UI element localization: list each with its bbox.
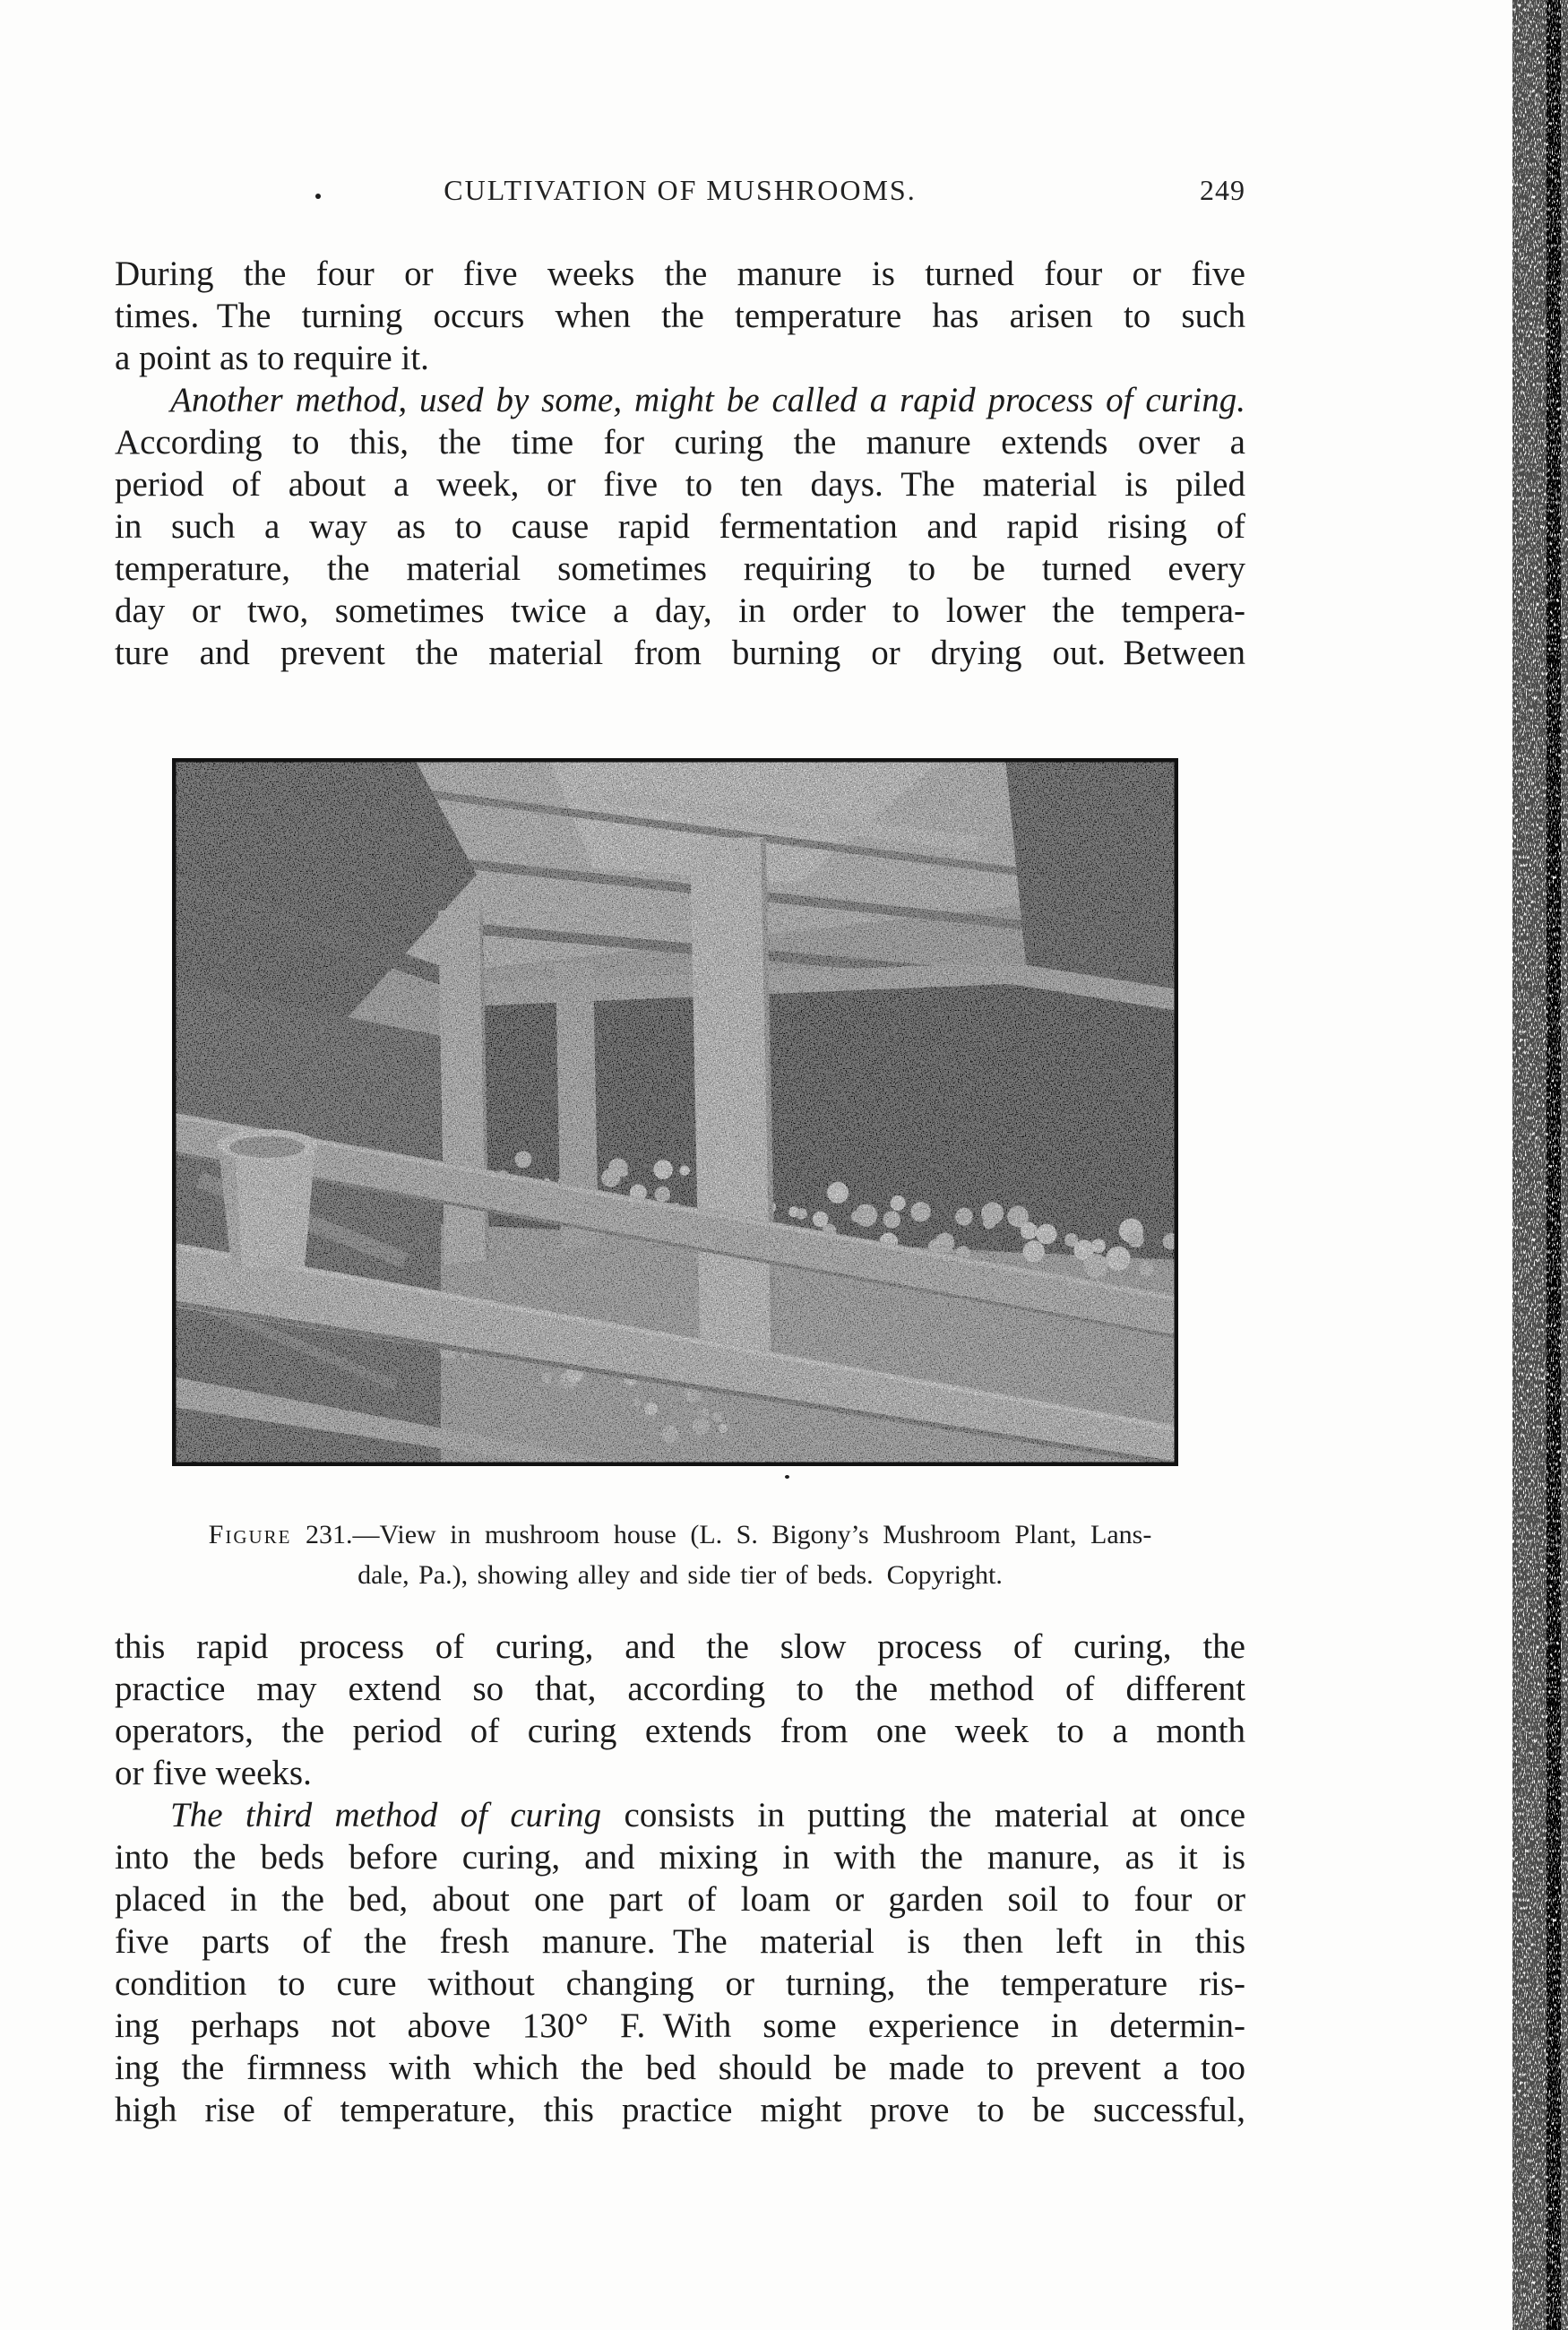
text-line: ing perhaps not above 130° F. With some experience in determin- — [115, 2006, 1245, 2045]
text-line: temperature, the material sometimes requiring to be turned every — [115, 549, 1245, 588]
text-line — [115, 379, 1245, 421]
text-line: times. The turning occurs when the temperature has arisen to such — [115, 297, 1245, 335]
lead-rest: consists in putting the material at once — [601, 1796, 1245, 1834]
scan-speck — [785, 1475, 789, 1479]
caption-text: 231.—View in mushroom house (L. S. Bigony’s Mushroom Plant, Lans- — [291, 1520, 1152, 1549]
italic-lead: The third method of curing — [170, 1796, 602, 1834]
text-line: in such a way as to cause rapid fermentation and rapid rising of — [115, 507, 1245, 546]
caption-line — [115, 1514, 1245, 1555]
text-block-upper — [115, 253, 1245, 674]
text-line: During the four or five weeks the manure is turned four or five — [115, 255, 1245, 293]
text-line — [115, 1794, 1245, 1836]
italic-lead: Another method, used by some, might be called a rapid process of curing. — [170, 381, 1245, 419]
text-line: operators, the period of curing extends from one week to a month — [115, 1712, 1245, 1750]
scan-edge-noise — [1512, 0, 1568, 2330]
figure-image — [172, 758, 1178, 1466]
text-block-lower — [115, 1626, 1245, 2131]
caption-line: dale, Pa.), showing alley and side tier of beds. Copyright. — [358, 1560, 1003, 1590]
running-title: CULTIVATION OF MUSHROOMS. — [444, 174, 917, 206]
scan-speck — [315, 194, 321, 199]
figure-caption — [115, 1514, 1245, 1595]
text-line: placed in the bed, about one part of loam or garden soil to four or — [115, 1880, 1245, 1919]
caption-figure-label: Figure — [208, 1520, 292, 1549]
text-line: According to this, the time for curing the manure extends over a — [115, 423, 1245, 462]
text-line: ture and prevent the material from burning or drying out. Between — [115, 634, 1245, 672]
mushroom-house-photo — [172, 758, 1178, 1466]
text-line: high rise of temperature, this practice might prove to be successful, — [115, 2091, 1245, 2129]
text-line: into the beds before curing, and mixing in with the manure, as it is — [115, 1838, 1245, 1877]
text-line: condition to cure without changing or turning, the temperature ris- — [115, 1964, 1245, 2003]
text-line: a point as to require it. — [115, 339, 429, 377]
text-line: or five weeks. — [115, 1754, 312, 1792]
page-number: 249 — [1200, 174, 1245, 206]
text-line: ing the firmness with which the bed should be made to prevent a too — [115, 2049, 1245, 2087]
text-line: five parts of the fresh manure. The material is then left in this — [115, 1922, 1245, 1961]
text-line: day or two, sometimes twice a day, in order to lower the tempera- — [115, 591, 1245, 630]
text-line: this rapid process of curing, and the slow process of curing, the — [115, 1627, 1245, 1666]
text-line: practice may extend so that, according to the method of different — [115, 1670, 1245, 1708]
text-line: period of about a week, or five to ten days. The material is piled — [115, 465, 1245, 504]
page-header — [115, 170, 1245, 210]
